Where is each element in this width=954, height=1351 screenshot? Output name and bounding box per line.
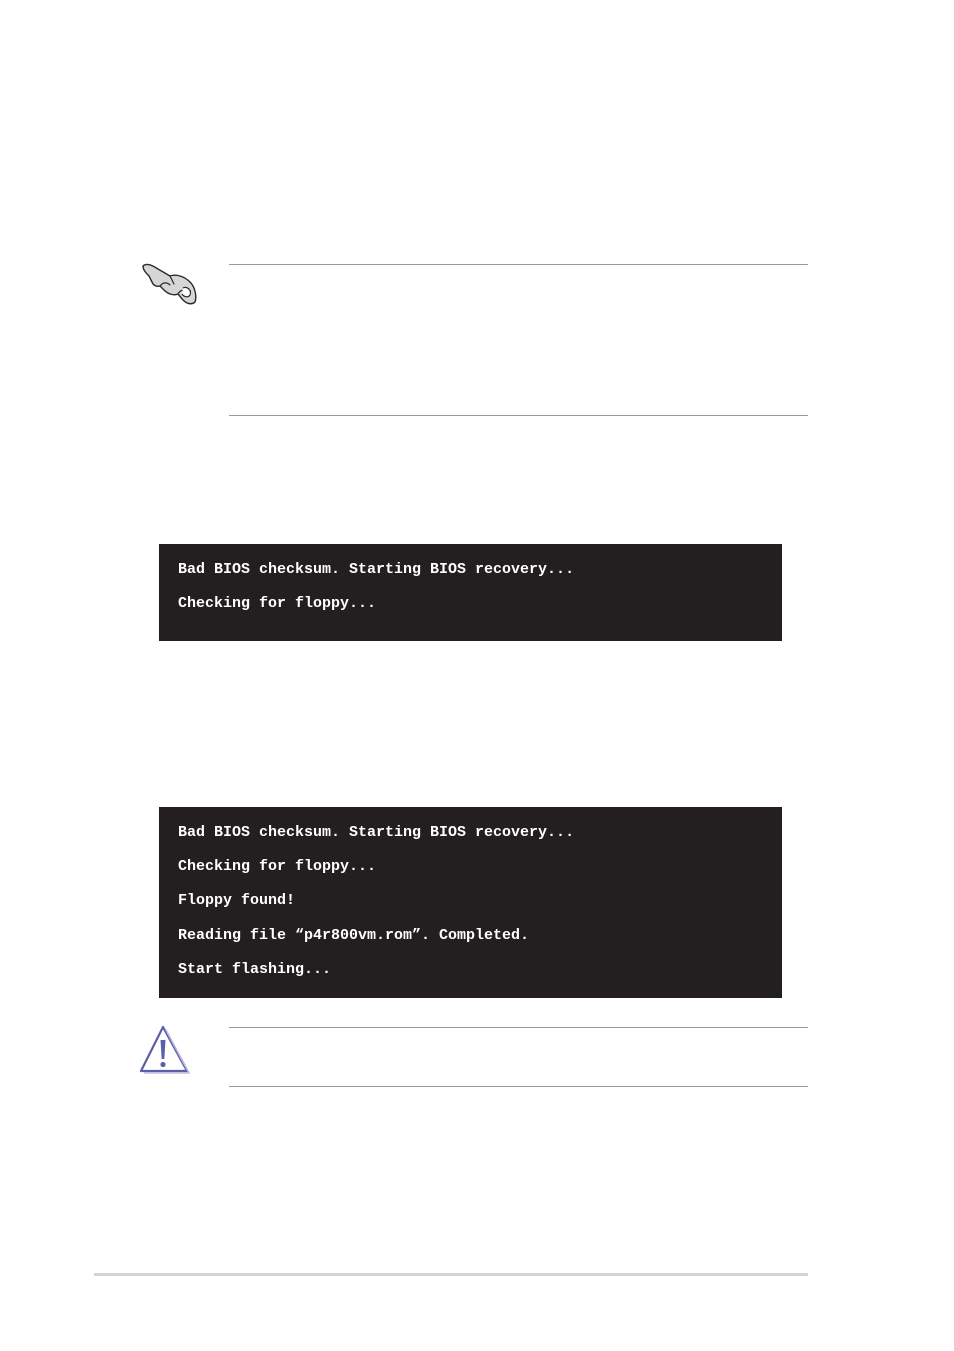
note-top-rule (229, 264, 808, 265)
bios-console-screen-1 (159, 544, 782, 641)
footer-rule (94, 1273, 808, 1276)
console-line: Bad BIOS checksum. Starting BIOS recovery... (178, 824, 575, 841)
warning-triangle-icon (138, 1024, 192, 1076)
bios-console-screen-2 (159, 807, 782, 998)
caution-bottom-rule (229, 1086, 808, 1087)
pointing-hand-icon (140, 258, 200, 308)
console-line: Checking for floppy... (178, 595, 377, 613)
console-line: Bad BIOS checksum. Starting BIOS recovery... (178, 561, 575, 578)
note-bottom-rule (229, 415, 808, 416)
console-line: Reading file “p4r800vm.rom”. Completed. (178, 926, 530, 944)
console-line: Checking for floppy... (178, 858, 377, 876)
caution-top-rule (229, 1027, 808, 1028)
console-line: Start flashing... (178, 960, 332, 978)
console-line: Floppy found! (178, 892, 296, 910)
